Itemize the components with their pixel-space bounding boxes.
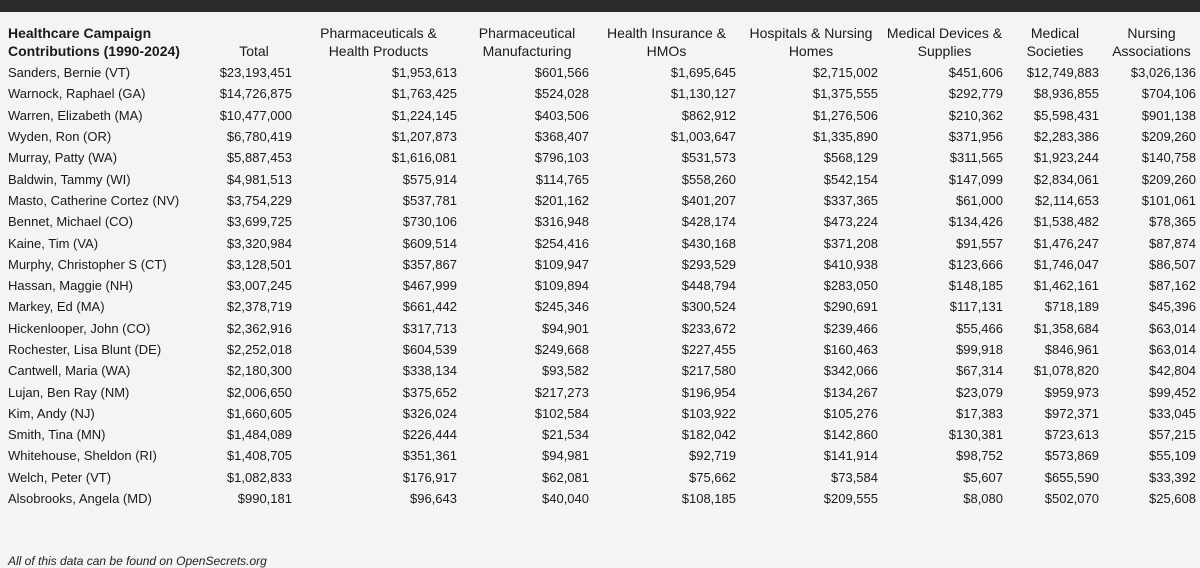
senator-name: Sanders, Bernie (VT)	[8, 65, 131, 81]
contribution-value: $473,224	[823, 214, 878, 230]
contribution-value: $604,539	[402, 342, 457, 357]
contribution-value: $17,383	[956, 405, 1003, 421]
contribution-value: $63,014	[1149, 342, 1196, 357]
contribution-value: $176,917	[402, 469, 457, 485]
contribution-value: $796,103	[534, 150, 589, 166]
contribution-value: $217,580	[681, 363, 736, 379]
contribution-value: $537,781	[402, 192, 457, 208]
contribution-value: $403,506	[534, 107, 589, 123]
contribution-value: $1,462,161	[1033, 278, 1099, 294]
contribution-value: $226,444	[402, 427, 457, 443]
contribution-value: $63,014	[1149, 320, 1196, 336]
senator-name: Alsobrooks, Angela (MD)	[8, 491, 152, 507]
contribution-value: $293,529	[681, 256, 736, 272]
contribution-value: $451,606	[948, 65, 1003, 81]
contribution-value: $130,381	[948, 427, 1003, 443]
contribution-value: $290,691	[823, 299, 878, 315]
contribution-value: $990,181	[237, 491, 292, 507]
table-row	[6, 232, 1200, 253]
contribution-value: $1,616,081	[391, 150, 457, 166]
contribution-value: $283,050	[823, 278, 878, 294]
contribution-value: $23,193,451	[219, 65, 292, 81]
contribution-value: $316,948	[534, 214, 589, 230]
contribution-value: $3,007,245	[226, 278, 292, 294]
contribution-value: $239,466	[823, 320, 878, 336]
contribution-value: $78,365	[1149, 214, 1196, 230]
contribution-value: $117,131	[949, 299, 1003, 315]
contribution-value: $134,426	[948, 214, 1003, 230]
contribution-value: $10,477,000	[219, 107, 292, 123]
contribution-value: $337,365	[823, 192, 878, 208]
contribution-value: $45,396	[1149, 299, 1196, 315]
contribution-value: $2,283,386	[1033, 129, 1099, 145]
contribution-value: $1,375,555	[812, 86, 878, 102]
contribution-value: $342,066	[823, 363, 878, 379]
contribution-value: $368,407	[534, 129, 589, 145]
contribution-value: $1,660,605	[226, 405, 292, 421]
contribution-value: $2,362,916	[226, 320, 292, 336]
contribution-value: $601,566	[534, 65, 589, 81]
contribution-value: $300,524	[681, 299, 736, 315]
table-row	[6, 254, 1200, 275]
contribution-value: $371,956	[948, 129, 1003, 145]
contribution-value: $94,981	[542, 448, 589, 464]
contribution-value: $2,252,018	[226, 342, 292, 357]
contribution-value: $1,207,873	[391, 129, 457, 145]
column-header-health-insurance: Health Insurance & HMOs	[606, 25, 727, 59]
senator-name: Cantwell, Maria (WA)	[8, 363, 131, 379]
table-row	[6, 62, 1200, 83]
senator-name: Hassan, Maggie (NH)	[8, 278, 133, 294]
contribution-value: $730,106	[402, 214, 457, 230]
contribution-value: $1,484,089	[226, 427, 292, 443]
contribution-value: $371,208	[823, 235, 878, 251]
table-row	[6, 168, 1200, 189]
contribution-value: $62,081	[542, 469, 589, 485]
contribution-value: $430,168	[681, 235, 736, 251]
contribution-value: $57,215	[1149, 427, 1196, 443]
table-row	[6, 339, 1200, 360]
contributions-table	[6, 20, 1200, 509]
contribution-value: $357,867	[402, 256, 457, 272]
contribution-value: $661,442	[402, 299, 457, 315]
contribution-value: $317,713	[402, 320, 457, 336]
contribution-value: $6,780,419	[226, 129, 292, 145]
contribution-value: $972,371	[1044, 405, 1099, 421]
column-header-medical-devices: Medical Devices & Supplies	[886, 25, 1003, 59]
table-row	[6, 296, 1200, 317]
senator-name: Markey, Ed (MA)	[8, 299, 105, 315]
table-row	[6, 147, 1200, 168]
contribution-value: $245,346	[534, 299, 589, 315]
contribution-value: $718,189	[1044, 299, 1099, 315]
senator-name: Smith, Tina (MN)	[8, 427, 106, 443]
contribution-value: $102,584	[534, 405, 589, 421]
contribution-value: $93,582	[542, 363, 589, 379]
senator-name: Welch, Peter (VT)	[8, 469, 112, 485]
contribution-value: $401,207	[681, 192, 736, 208]
contribution-value: $3,026,136	[1130, 65, 1196, 81]
contribution-value: $92,719	[689, 448, 736, 464]
contribution-value: $1,276,506	[812, 107, 878, 123]
contribution-value: $73,584	[831, 469, 878, 485]
contribution-value: $98,752	[956, 448, 1003, 464]
contribution-value: $40,040	[542, 491, 589, 507]
contribution-value: $142,860	[823, 427, 878, 443]
contribution-value: $134,267	[823, 384, 878, 400]
contribution-value: $542,154	[823, 171, 878, 187]
contribution-value: $108,185	[681, 491, 736, 507]
contribution-value: $1,695,645	[670, 65, 736, 81]
table-row	[6, 211, 1200, 232]
contribution-value: $1,224,145	[391, 107, 457, 123]
contribution-value: $1,003,647	[670, 129, 736, 145]
contribution-value: $217,273	[534, 384, 589, 400]
contribution-value: $846,961	[1044, 342, 1099, 357]
table-row	[6, 105, 1200, 126]
footnote: All of this data can be found on OpenSecrets.org	[8, 554, 267, 568]
contribution-value: $3,128,501	[226, 256, 292, 272]
contribution-value: $114,765	[535, 171, 589, 187]
table-row	[6, 403, 1200, 424]
contribution-value: $1,953,613	[391, 65, 457, 81]
senator-name: Lujan, Ben Ray (NM)	[8, 384, 130, 400]
table-row	[6, 126, 1200, 147]
table-row	[6, 275, 1200, 296]
senator-name: Masto, Catherine Cortez (NV)	[8, 192, 180, 208]
contribution-value: $609,514	[402, 235, 457, 251]
senator-name: Bennet, Michael (CO)	[8, 214, 133, 230]
contribution-value: $21,534	[542, 427, 589, 443]
contribution-value: $33,392	[1149, 469, 1196, 485]
contribution-value: $209,555	[823, 491, 878, 507]
contribution-value: $1,078,820	[1033, 363, 1099, 379]
contribution-value: $573,869	[1044, 448, 1099, 464]
contribution-value: $123,666	[948, 256, 1003, 272]
senator-name: Hickenlooper, John (CO)	[8, 320, 151, 336]
contribution-value: $210,362	[948, 107, 1003, 123]
senator-name: Rochester, Lisa Blunt (DE)	[8, 342, 162, 357]
contribution-value: $5,607	[963, 469, 1003, 485]
top-bar	[0, 0, 1200, 12]
contribution-value: $2,006,650	[226, 384, 292, 400]
contribution-value: $101,061	[1141, 192, 1196, 208]
table-row	[6, 467, 1200, 488]
contribution-value: $862,912	[681, 107, 736, 123]
contribution-value: $209,260	[1141, 171, 1196, 187]
contribution-value: $233,672	[681, 320, 736, 336]
contribution-value: $375,652	[402, 384, 457, 400]
table-row	[6, 190, 1200, 211]
senator-name: Baldwin, Tammy (WI)	[8, 171, 131, 187]
contribution-value: $704,106	[1141, 86, 1196, 102]
contribution-value: $33,045	[1149, 405, 1196, 421]
contribution-value: $410,938	[823, 256, 878, 272]
header-row	[6, 20, 1200, 62]
senator-name: Wyden, Ron (OR)	[8, 129, 112, 145]
contribution-value: $99,918	[956, 342, 1003, 357]
contribution-value: $428,174	[681, 214, 736, 230]
contribution-value: $55,466	[956, 320, 1003, 336]
contribution-value: $575,914	[402, 171, 457, 187]
senator-name: Kaine, Tim (VA)	[8, 235, 99, 251]
contribution-value: $4,981,513	[226, 171, 292, 187]
contribution-value: $2,180,300	[226, 363, 292, 379]
contribution-value: $524,028	[534, 86, 589, 102]
contribution-value: $351,361	[402, 448, 457, 464]
contribution-value: $94,901	[542, 320, 589, 336]
contribution-value: $1,538,482	[1033, 214, 1099, 230]
column-header-nursing-associations: Nursing Associations	[1112, 25, 1191, 59]
contribution-value: $86,507	[1149, 256, 1196, 272]
column-header-total: Total	[239, 43, 269, 59]
contribution-value: $3,754,229	[226, 192, 292, 208]
contribution-value: $109,894	[534, 278, 589, 294]
contribution-value: $96,643	[410, 491, 457, 507]
contribution-value: $723,613	[1044, 427, 1099, 443]
senator-name: Whitehouse, Sheldon (RI)	[8, 448, 157, 464]
contribution-value: $8,080	[963, 491, 1003, 507]
contribution-value: $61,000	[956, 192, 1003, 208]
contribution-value: $254,416	[534, 235, 589, 251]
contribution-value: $105,276	[823, 405, 878, 421]
contribution-value: $5,598,431	[1033, 107, 1099, 123]
contribution-value: $2,834,061	[1033, 171, 1099, 187]
contribution-value: $2,378,719	[226, 299, 292, 315]
column-header-pharma-manufacturing: Pharmaceutical Manufacturing	[478, 25, 576, 59]
contribution-value: $147,099	[948, 171, 1003, 187]
senator-name: Kim, Andy (NJ)	[8, 405, 95, 421]
contribution-value: $249,668	[534, 342, 589, 357]
column-header-medical-societies: Medical Societies	[1026, 25, 1084, 59]
table-row	[6, 445, 1200, 466]
contribution-value: $182,042	[681, 427, 736, 443]
column-header-hospitals: Hospitals & Nursing Homes	[749, 25, 873, 59]
table-row	[6, 381, 1200, 402]
contribution-value: $14,726,875	[219, 86, 292, 102]
contribution-value: $75,662	[689, 469, 736, 485]
senator-name: Murphy, Christopher S (CT)	[8, 256, 167, 272]
contribution-value: $5,887,453	[226, 150, 292, 166]
contribution-value: $568,129	[823, 150, 878, 166]
contribution-value: $201,162	[534, 192, 589, 208]
contribution-value: $1,763,425	[391, 86, 457, 102]
contribution-value: $67,314	[956, 363, 1003, 379]
contribution-value: $42,804	[1149, 363, 1196, 379]
contribution-value: $2,114,653	[1034, 192, 1099, 208]
column-header-pharmaceuticals: Pharmaceuticals & Health Products	[320, 25, 437, 59]
table-body	[6, 62, 1200, 509]
contribution-value: $558,260	[681, 171, 736, 187]
contribution-value: $1,130,127	[670, 86, 736, 102]
contribution-value: $99,452	[1149, 384, 1196, 400]
contribution-value: $1,746,047	[1033, 256, 1099, 272]
contribution-value: $25,608	[1149, 491, 1196, 507]
contribution-value: $3,320,984	[226, 235, 292, 251]
contribution-value: $87,874	[1149, 235, 1196, 251]
contribution-value: $140,758	[1141, 150, 1196, 166]
table-row	[6, 360, 1200, 381]
contribution-value: $901,138	[1141, 107, 1196, 123]
contribution-value: $8,936,855	[1033, 86, 1099, 102]
contribution-value: $196,954	[681, 384, 736, 400]
contribution-value: $1,923,244	[1033, 150, 1099, 166]
table-row	[6, 488, 1200, 509]
contribution-value: $109,947	[534, 256, 589, 272]
contribution-value: $103,922	[681, 405, 736, 421]
contribution-value: $87,162	[1149, 278, 1196, 294]
contribution-value: $2,715,002	[812, 65, 878, 81]
contribution-value: $12,749,883	[1026, 65, 1099, 81]
contribution-value: $448,794	[681, 278, 736, 294]
contribution-value: $292,779	[948, 86, 1003, 102]
contribution-value: $338,134	[402, 363, 457, 379]
contribution-value: $91,557	[956, 235, 1003, 251]
contribution-value: $1,476,247	[1033, 235, 1099, 251]
contribution-value: $160,463	[823, 342, 878, 357]
contribution-value: $311,565	[949, 150, 1003, 166]
contribution-value: $655,590	[1044, 469, 1099, 485]
contribution-value: $1,082,833	[226, 469, 292, 485]
contribution-value: $227,455	[681, 342, 736, 357]
contribution-value: $55,109	[1149, 448, 1196, 464]
contribution-value: $1,335,890	[812, 129, 878, 145]
contribution-value: $1,408,705	[226, 448, 292, 464]
contribution-value: $3,699,725	[226, 214, 292, 230]
contribution-value: $502,070	[1044, 491, 1099, 507]
table-row	[6, 424, 1200, 445]
table-title: Healthcare Campaign Contributions (1990-2024)	[8, 25, 180, 59]
contribution-value: $959,973	[1044, 384, 1099, 400]
contribution-value: $141,914	[823, 448, 878, 464]
contribution-value: $1,358,684	[1033, 320, 1099, 336]
senator-name: Warren, Elizabeth (MA)	[8, 107, 143, 123]
senator-name: Murray, Patty (WA)	[8, 150, 118, 166]
senator-name: Warnock, Raphael (GA)	[8, 86, 146, 102]
contribution-value: $148,185	[948, 278, 1003, 294]
table-row	[6, 83, 1200, 104]
contribution-value: $467,999	[402, 278, 457, 294]
contribution-value: $326,024	[402, 405, 457, 421]
contribution-value: $209,260	[1141, 129, 1196, 145]
table-row	[6, 318, 1200, 339]
contribution-value: $23,079	[956, 384, 1003, 400]
contribution-value: $531,573	[681, 150, 736, 166]
